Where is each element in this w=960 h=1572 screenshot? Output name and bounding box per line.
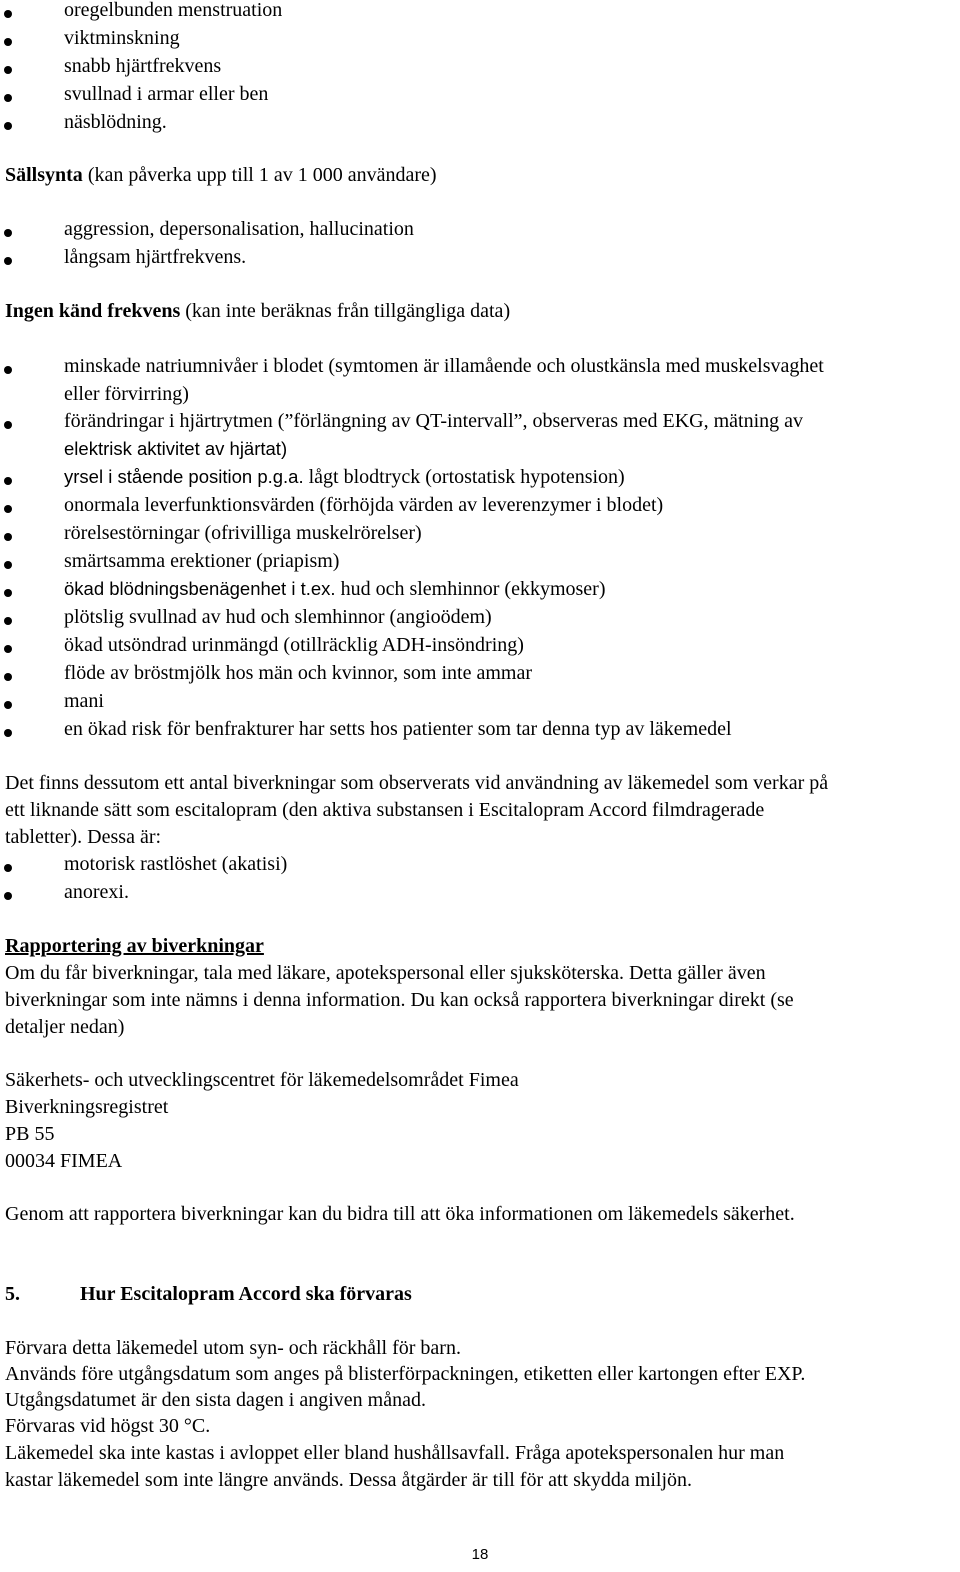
section-number: 5. (5, 1283, 20, 1305)
page-number: 18 (471, 1546, 489, 1563)
list-item-continuation: eller förvirring) (64, 383, 189, 405)
unknown-heading: Ingen känd frekvens (kan inte beräknas från tillgängliga data) (5, 300, 511, 322)
address-line: Säkerhets- och utvecklingscentret för läkemedelsområdet Fimea (5, 1069, 519, 1091)
address-line: 00034 FIMEA (5, 1150, 123, 1172)
bullet-icon (4, 645, 12, 653)
bullet-icon (4, 94, 12, 102)
list-item: minskade natriumnivåer i blodet (symtomen är illamående och olustkänsla med muskelsvaghet (64, 355, 824, 377)
bullet-icon (4, 229, 12, 237)
bullet-icon (4, 864, 12, 872)
bullet-icon (4, 38, 12, 46)
list-item: ökad utsöndrad urinmängd (otillräcklig ADH-insöndring) (64, 634, 524, 656)
bullet-icon (4, 366, 12, 374)
bullet-icon (4, 701, 12, 709)
bullet-icon (4, 533, 12, 541)
bullet-icon (4, 477, 12, 485)
list-item: motorisk rastlöshet (akatisi) (64, 853, 288, 875)
bullet-icon (4, 892, 12, 900)
paragraph-line: ett liknande sätt som escitalopram (den aktiva substansen i Escitalopram Accord filmdragerade (5, 799, 765, 821)
list-item: plötslig svullnad av hud och slemhinnor (angioödem) (64, 606, 492, 628)
paragraph-line: Om du får biverkningar, tala med läkare, apotekspersonal eller sjuksköterska. Detta gäller även (5, 962, 766, 984)
paragraph-line: tabletter). Dessa är: (5, 826, 162, 848)
list-item: förändringar i hjärtrytmen (”förlängning av QT-intervall”, observeras med EKG, mätning av (64, 410, 804, 432)
paragraph-line: detaljer nedan) (5, 1016, 125, 1038)
list-item: en ökad risk för benfrakturer har setts hos patienter som tar denna typ av läkemedel (64, 718, 732, 740)
bullet-icon (4, 561, 12, 569)
bullet-icon (4, 122, 12, 130)
paragraph-line: Läkemedel ska inte kastas i avloppet eller bland hushållsavfall. Fråga apotekspersonalen hur man (5, 1442, 785, 1464)
address-line: Biverkningsregistret (5, 1096, 169, 1118)
list-item: snabb hjärtfrekvens (64, 55, 222, 77)
report-heading: Rapportering av biverkningar (5, 935, 264, 957)
paragraph-line: Det finns dessutom ett antal biverkningar som observerats vid användning av läkemedel som verkar på (5, 772, 829, 794)
list-item: ökad blödningsbenägenhet i t.ex. hud och slemhinnor (ekkymoser) (64, 578, 606, 600)
paragraph-line: biverkningar som inte nämns i denna information. Du kan också rapportera biverkningar direkt (se (5, 989, 794, 1011)
bullet-icon (4, 66, 12, 74)
list-item: anorexi. (64, 881, 129, 903)
paragraph-line: Utgångsdatumet är den sista dagen i angiven månad. (5, 1389, 426, 1411)
bullet-icon (4, 617, 12, 625)
rare-heading: Sällsynta (kan påverka upp till 1 av 1 000 användare) (5, 164, 437, 186)
list-item: svullnad i armar eller ben (64, 83, 269, 105)
list-item: smärtsamma erektioner (priapism) (64, 550, 340, 572)
list-item: mani (64, 690, 104, 712)
paragraph-line: Förvaras vid högst 30 °C. (5, 1415, 211, 1437)
address-line: PB 55 (5, 1123, 55, 1145)
bullet-icon (4, 589, 12, 597)
list-item: viktminskning (64, 27, 180, 49)
list-item-continuation: elektrisk aktivitet av hjärtat) (64, 438, 288, 459)
paragraph-line: Förvara detta läkemedel utom syn- och räckhåll för barn. (5, 1337, 461, 1359)
list-item: näsblödning. (64, 111, 167, 133)
paragraph-line: kastar läkemedel som inte längre används. Dessa åtgärder är till för att skydda miljön. (5, 1469, 693, 1491)
paragraph-line: Används före utgångsdatum som anges på blisterförpackningen, etiketten eller kartongen efter EXP. (5, 1363, 806, 1385)
bullet-icon (4, 257, 12, 265)
list-item: yrsel i stående position p.g.a. lågt blodtryck (ortostatisk hypotension) (64, 466, 625, 488)
list-item: rörelsestörningar (ofrivilliga muskelrörelser) (64, 522, 422, 544)
bullet-icon (4, 505, 12, 513)
bullet-icon (4, 421, 12, 429)
list-item: långsam hjärtfrekvens. (64, 246, 247, 268)
bullet-icon (4, 673, 12, 681)
bullet-icon (4, 10, 12, 18)
list-item: aggression, depersonalisation, hallucination (64, 218, 414, 240)
section-title: Hur Escitalopram Accord ska förvaras (80, 1283, 412, 1305)
paragraph-line: Genom att rapportera biverkningar kan du bidra till att öka informationen om läkemedels säkerhet. (5, 1203, 795, 1225)
list-item: onormala leverfunktionsvärden (förhöjda värden av leverenzymer i blodet) (64, 494, 664, 516)
list-item: flöde av bröstmjölk hos män och kvinnor, som inte ammar (64, 662, 533, 684)
bullet-icon (4, 729, 12, 737)
list-item: oregelbunden menstruation (64, 0, 283, 21)
